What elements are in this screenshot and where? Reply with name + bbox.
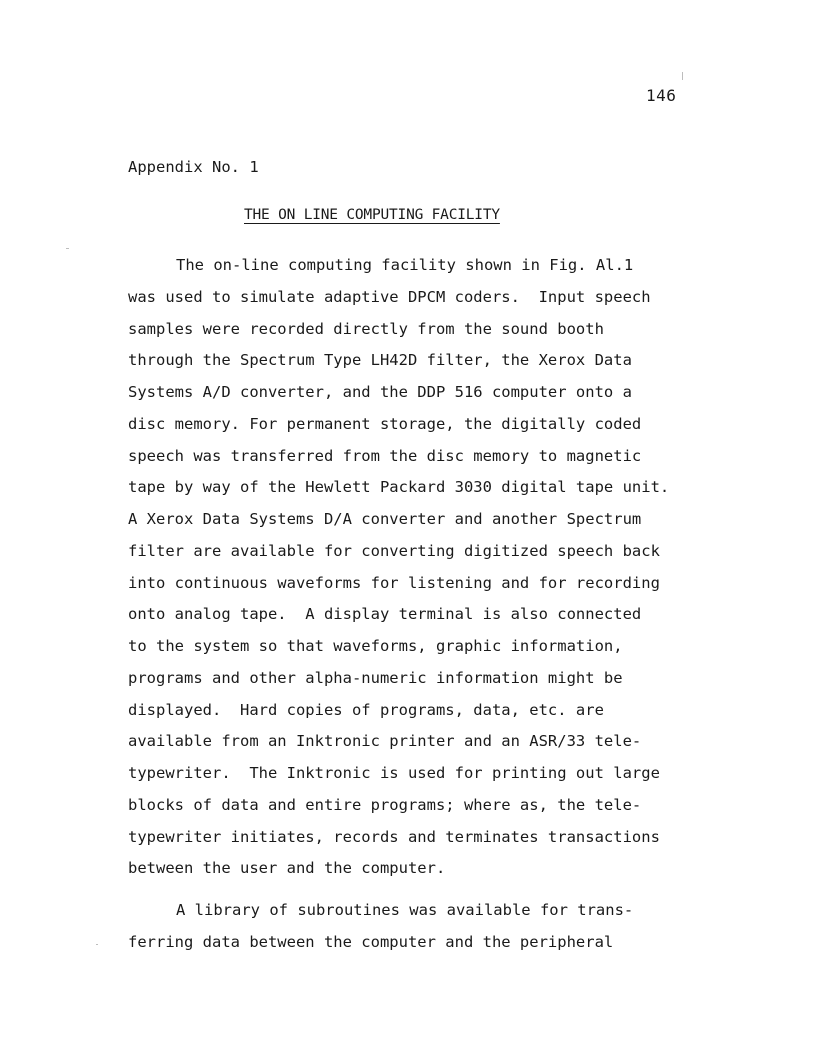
text-line: The on-line computing facility shown in Fig. Al.1 xyxy=(176,256,634,274)
scan-mark xyxy=(682,72,683,80)
paragraph-1 xyxy=(128,255,708,890)
text-line: A library of subroutines was available for trans- xyxy=(176,901,634,919)
text-line: samples were recorded directly from the sound booth xyxy=(128,319,604,338)
text-line: between the user and the computer. xyxy=(128,859,446,878)
text-line: through the Spectrum Type LH42D filter, the Xerox Data xyxy=(128,351,632,370)
text-line: filter are available for converting digitized speech back xyxy=(128,541,660,560)
page-number: 146 xyxy=(646,86,677,105)
paragraph-2 xyxy=(128,900,708,964)
text-line: programs and other alpha-numeric information might be xyxy=(128,668,623,687)
text-line: into continuous waveforms for listening and for recording xyxy=(128,573,660,592)
text-line: A Xerox Data Systems D/A converter and another Spectrum xyxy=(128,510,642,528)
scan-mark xyxy=(66,248,69,249)
appendix-label: Appendix No. 1 xyxy=(128,158,259,176)
section-title: THE ON LINE COMPUTING FACILITY xyxy=(244,207,500,223)
text-line: disc memory. For permanent storage, the digitally coded xyxy=(128,414,642,433)
text-line: typewriter. The Inktronic is used for printing out large xyxy=(128,764,660,782)
text-line: tape by way of the Hewlett Packard 3030 digital tape unit. xyxy=(128,478,670,497)
text-line: was used to simulate adaptive DPCM coders. Input speech xyxy=(128,287,651,306)
text-line: blocks of data and entire programs; where as, the tele- xyxy=(128,795,642,814)
text-line: typewriter initiates, records and terminates transactions xyxy=(128,827,660,846)
text-line: Systems A/D converter, and the DDP 516 computer onto a xyxy=(128,383,632,401)
text-line: to the system so that waveforms, graphic information, xyxy=(128,637,623,655)
text-line: speech was transferred from the disc memory to magnetic xyxy=(128,446,642,465)
scan-mark xyxy=(96,944,98,945)
text-line: ferring data between the computer and the peripheral xyxy=(128,932,614,951)
text-line: available from an Inktronic printer and an ASR/33 tele- xyxy=(128,732,642,751)
text-line: displayed. Hard copies of programs, data, etc. are xyxy=(128,700,604,719)
text-line: onto analog tape. A display terminal is also connected xyxy=(128,605,642,624)
